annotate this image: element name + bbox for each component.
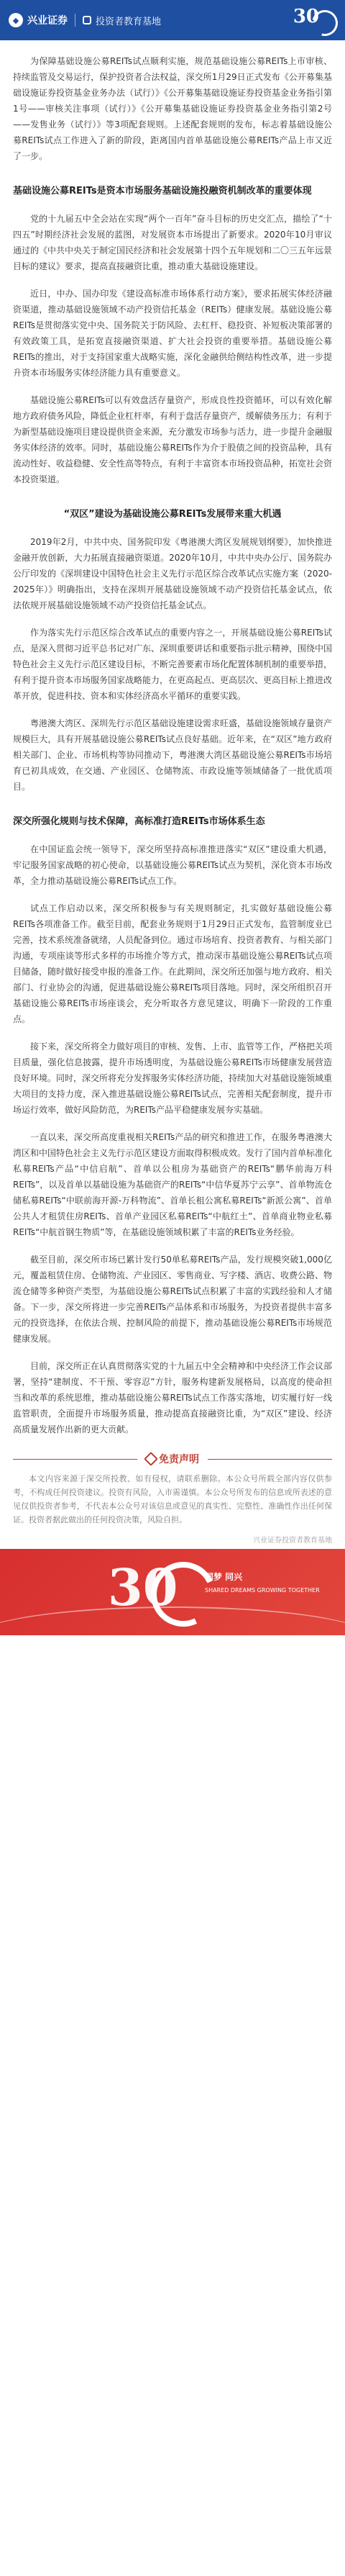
edu-base (83, 14, 161, 27)
divider (208, 1459, 332, 1460)
paragraph: 一直以来，深交所高度重视相关REITs产品的研究和推进工作，在服务粤港澳大湾区和中国特色社会主义先行示范区建设方面取得积极成效。发行了国内首单标准化私募REITs产品“中信启航”、首单以公租房为基础资产的REITs“鹏华前海万科REITs”，以及首单以基础设施为基础资产的REITs“中信华夏苏宁云享”、首单物流仓储私募REITs“中联前海开源-万科物流”、首单长租公寓私募REITs“新派公寓”、首单公共人才租赁住房REITs、首单产业园区私募REITs“中航红土”、首单商业物业私募REITs“中航首钢生物质”等，在基础设施领域积累了丰富的REITs业务经验。 (13, 1132, 333, 1237)
disclaimer-title: 免责声明 (159, 1454, 199, 1465)
paragraph: 接下来，深交所将全力做好项目的审核、发售、上市、监管等工作，严格把关项目质量，强化信息披露，提升市场透明度，为基础设施公募REITs市场健康发展营造良好环境。同时，深交所将充分发挥服务实体经济功能，持续加大对基础设施领域重大项目的支持力度，深入推进基础设施公募REITs试点，完善相关配套制度，提升市场运行效率，做好风险防范，为REITs产品平稳健康发展夯实基础。 (13, 1041, 333, 1115)
disclaimer-title-wrap (146, 1452, 199, 1466)
divider (13, 1459, 137, 1460)
paragraph: 目前，深交所正在认真贯彻落实党的十九届五中全会精神和中央经济工作会议部署，坚持“建制度、不干预、零容忍”方针，服务构建新发展格局，以高度的使命担当和改革的系统思维，推动基础设施公募REITs试点工作落实落地，切实履行好一线监管职责，全面提升市场服务质量，推动提高直接融资比重，为“双区”建设、经济高质量发展作出新的更大贡献。 (13, 1361, 333, 1434)
disclaimer-section (0, 1452, 345, 1545)
edu-label: 投资者教育基地 (96, 16, 162, 27)
paragraph: 党的十九届五中全会站在实现“两个一百年”奋斗目标的历史交汇点，描绘了“十四五”时期经济社会发展的蓝图，对发展资本市场提出了新要求。2020年10月审议通过的《中共中央关于制定国民经济和社会发展第十四个五年规划和二〇三五年远景目标的建议》要求，提高直接融资比重，推动重大基础设施建设。 (13, 214, 333, 271)
edu-icon (83, 16, 91, 24)
disclaimer-sign: 兴业证券投资者教育基地 (253, 1537, 332, 1545)
paragraph: 试点工作启动以来，深交所积极参与有关规则制定，扎实做好基础设施公募REITs各项准备工作。截至目前，配套业务规则于1月29日正式发布，监管制度业已完善，技术系统准备就绪，人员配备到位。通过市场培育、投资者教育、与相关部门沟通，专项座谈等形式多样的市场推介等方式，推动深市基础设施公募REITs试点项目储备，随时做好接受申报的准备工作。在此期间，深交所还加强与地方政府、相关部门、行业协会的沟通，促进基础设施公募REITs项目落地。同时，深交所组织召开基础设施公募REITs市场座谈会，充分听取各方意见建议，明确下一阶段的工作重点。 (13, 903, 333, 1024)
section-heading: 基础设施公募REITs是资本市场服务基础设施投融资机制改革的重要体现 (13, 186, 312, 196)
footer-slogan-en: SHARED DREAMS GROWING TOGETHER (205, 1587, 320, 1594)
paragraph: 近日，中办、国办印发《建设高标准市场体系行动方案》，要求拓展实体经济融资渠道，推动基础设施领域不动产投资信托基金（REITs）健康发展。基础设施公募REITs是贯彻落实党中央、国务院关于防风险、去杠杆、稳投资、补短板决策部署的有效政策工具，是拓宽直接融资渠道、扩大社会投资的重要举措。基础设施公募REITs的推出，对于支持国家重大战略实施，深化金融供给侧结构性改革，进一步提升资本市场服务实体经济能力具有重要意义。 (13, 289, 332, 378)
footer-number: 30 (108, 1558, 178, 1617)
paragraph: 基础设施公募REITs可以有效盘活存量资产，形成良性投资循环，可以有效化解地方政府债务风险，降低企业杠杆率，有利于盘活存量资产，缓解债务压力；有利于为新型基础设施项目建设提供资金来源，充分激发市场参与活力，进一步提升金融服务实体经济的效率。同时，基础设施公募REITs作为介于股债之间的投资品种，具有流动性好、收益稳健、安全性高等特点，有利于丰富资本市场投资品种，拓宽社会资本投资渠道。 (13, 395, 333, 484)
diamond-icon (144, 1452, 158, 1466)
paragraph: 在中国证监会统一领导下，深交所坚持高标准推进落实“双区”建设重大机遇，牢记服务国家战略的初心使命，以基础设施公募REITs试点为契机，深化资本市场改革，全力推动基础设施公募REITs试点工作。 (13, 844, 332, 886)
disclaimer-text: 本文内容来源于深交所投教、如有侵权，请联系删除。本公众号所载全部内容仅供参考，不构成任何投资建议。投资有风险，入市需谨慎。本公众号所发布的信息或所表述的意见仅供投资者参考，不代表本公众号对该信息或意见的真实性、完整性、准确性作出任何保证。投资者据此做出的任何投资决策，风险自担。 (13, 1474, 332, 1524)
header-banner (0, 0, 345, 40)
footer-banner (0, 1549, 345, 1635)
footer-slogan (205, 1571, 320, 1594)
paragraph: 截至目前，深交所市场已累计发行50单私募REITs产品，发行规模突破1,000亿元，覆盖租赁住房、仓储物流、产业园区、零售商业、写字楼、酒店、收费公路、物流仓储等多种资产类型，为基础设施公募REITs试点积累了丰富的实践经验和人才储备。下一步，深交所将进一步完善REITs产品体系和市场服务，为投资者提供丰富多元的投资选择，在依法合规、控制风险的前提下，推动基础设施公募REITs市场规范健康发展。 (13, 1255, 333, 1344)
anniversary-number: 30 (293, 6, 319, 27)
brand-icon: ◆ (9, 13, 23, 27)
paragraph: 作为落实先行示范区综合改革试点的重要内容之一，开展基础设施公募REITs试点，是深入贯彻习近平总书记对广东、深圳重要讲话和重要指示批示精神，围绕中国特色社会主义先行示范区建设目标，不断完善要素市场化配置体制机制的重要举措，有利于提升资本市场服务国家战略能力，在更高起点、更高层次、更高目标上推进改革开放，促进科技、资本和实体经济高水平循环的重要实践。 (13, 628, 333, 701)
section-heading: 深交所强化规则与技术保障，高标准打造REITs市场体系生态 (13, 816, 265, 827)
paragraph: 为保障基础设施公募REITs试点顺利实施，规范基础设施公募REITs上市审核、持续监管及交易运行，保护投资者合法权益，深交所1月29日正式发布《公开募集基础设施证券投资基金业务办法（试行）》《公开募集基础设施证券投资基金业务指引第1号——审核关注事项（试行）》《公开募集基础设施证券投资基金业务指引第2号——发售业务（试行）》等3项配套规则。上述配套规则的发布，标志着基础设施公募REITs试点工作进入了新的阶段，距离国内首单基础设施公募REITs产品上市又近了一步。 (13, 56, 333, 161)
disclaimer-header (13, 1452, 332, 1466)
brand-logo (9, 13, 68, 27)
paragraph: 2019年2月，中共中央、国务院印发《粤港澳大湾区发展规划纲要》，加快推进金融开放创新，大力拓展直接融资渠道。2020年10月，中共中央办公厅、国务院办公厅印发的《深圳建设中国特色社会主义先行示范区综合改革试点实施方案（2020-2025年）》明确指出，支持在深圳开展基础设施领域不动产投资信托基金试点，依法依规开展基础设施领域不动产投资信托基金试点。 (13, 537, 332, 610)
paragraph: 粤港澳大湾区、深圳先行示范区基础设施建设需求旺盛，基础设施领域存量资产规模巨大，具有开展基础设施公募REITs试点良好基础。近年来，在“双区”地方政府相关部门、企业、市场机构等协同推动下，粤港澳大湾区基础设施公募REITs市场培育已初具成效，在交通、产业园区、仓储物流、市政设施等领域储备了一批优质项目。 (13, 718, 333, 792)
brand-name: 兴业证券 (27, 15, 68, 27)
footer-slogan-cn: 同梦 同兴 (205, 1572, 243, 1582)
anniversary-badge (259, 4, 338, 36)
section-heading: “双区”建设为基础设施公募REITs发展带来重大机遇 (63, 509, 282, 520)
article-body (0, 40, 345, 1437)
